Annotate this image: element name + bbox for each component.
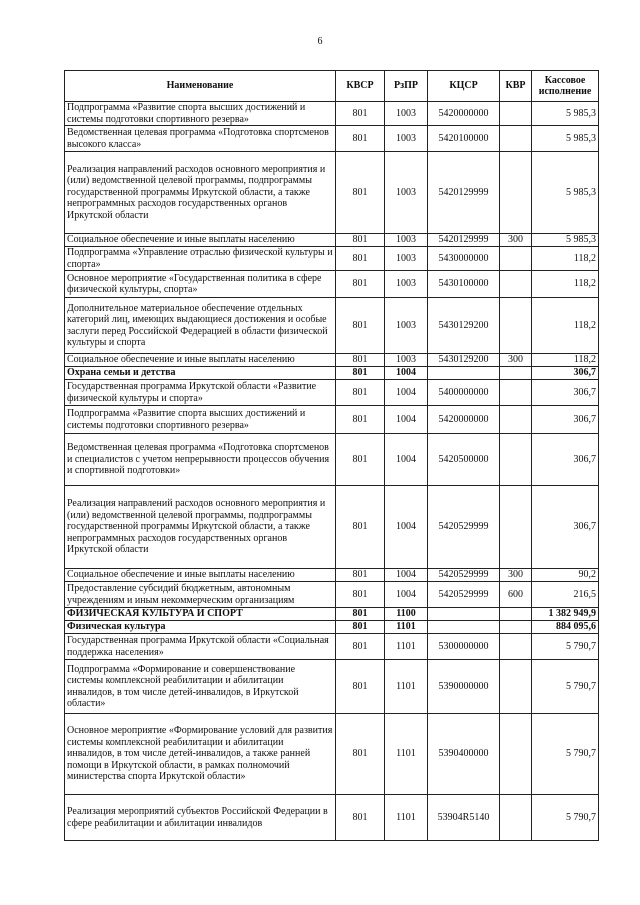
row-kcsr: 5400000000: [428, 380, 500, 406]
table-row: [65, 367, 599, 380]
table-row: [65, 434, 599, 486]
row-kvr: [500, 714, 532, 795]
row-name: Подпрограмма «Формирование и совершенствование системы комплексной реабилитации и абилитации инвалидов, в том числе детей-инвалидов, в Иркутской области»: [65, 660, 336, 714]
row-exec: 5 790,7: [532, 795, 599, 841]
header-kvsr: КВСР: [336, 71, 385, 102]
row-kcsr: 5420000000: [428, 102, 500, 126]
row-exec: 216,5: [532, 582, 599, 608]
row-kvsr: 801: [336, 660, 385, 714]
row-exec: 118,2: [532, 298, 599, 354]
row-kcsr: 5390400000: [428, 714, 500, 795]
row-kvsr: 801: [336, 152, 385, 234]
row-kvsr: 801: [336, 298, 385, 354]
row-name: Реализация направлений расходов основного мероприятия и (или) ведомственной целевой программы, подпрограммы государственной программы Иркутской области, а также непрограммных расходов государственных органов Иркутской области: [65, 152, 336, 234]
row-rzpr: 1101: [385, 621, 428, 634]
row-name: Подпрограмма «Развитие спорта высших достижений и системы подготовки спортивного резерва»: [65, 406, 336, 434]
row-kcsr: 5430100000: [428, 271, 500, 298]
row-kcsr: 53904R5140: [428, 795, 500, 841]
row-kvr: [500, 795, 532, 841]
table-row: [65, 152, 599, 234]
row-exec: 5 985,3: [532, 102, 599, 126]
header-rzpr: РзПР: [385, 71, 428, 102]
row-exec: 5 985,3: [532, 126, 599, 152]
row-exec: 306,7: [532, 486, 599, 569]
row-exec: 5 985,3: [532, 234, 599, 247]
row-kvsr: 801: [336, 380, 385, 406]
row-kcsr: 5420529999: [428, 569, 500, 582]
row-kcsr: [428, 367, 500, 380]
row-rzpr: 1004: [385, 367, 428, 380]
row-kcsr: 5430000000: [428, 247, 500, 271]
row-kvsr: 801: [336, 102, 385, 126]
row-name: Социальное обеспечение и иные выплаты населению: [65, 569, 336, 582]
row-rzpr: 1003: [385, 152, 428, 234]
header-exec: Кассовое исполнение: [532, 71, 599, 102]
row-rzpr: 1003: [385, 247, 428, 271]
row-kcsr: 5420529999: [428, 582, 500, 608]
table-row: [65, 486, 599, 569]
row-name: ФИЗИЧЕСКАЯ КУЛЬТУРА И СПОРТ: [65, 608, 336, 621]
row-exec: 118,2: [532, 271, 599, 298]
row-kvsr: 801: [336, 486, 385, 569]
row-kvr: 300: [500, 234, 532, 247]
row-rzpr: 1101: [385, 714, 428, 795]
row-exec: 1 382 949,9: [532, 608, 599, 621]
row-rzpr: 1101: [385, 634, 428, 660]
row-name: Ведомственная целевая программа «Подготовка спортсменов высокого класса»: [65, 126, 336, 152]
row-kvr: [500, 486, 532, 569]
row-name: Подпрограмма «Управление отраслью физической культуры и спорта»: [65, 247, 336, 271]
row-rzpr: 1100: [385, 608, 428, 621]
row-exec: 5 790,7: [532, 660, 599, 714]
row-rzpr: 1004: [385, 569, 428, 582]
row-kcsr: 5420100000: [428, 126, 500, 152]
row-kvr: [500, 247, 532, 271]
row-kvsr: 801: [336, 608, 385, 621]
row-name: Дополнительное материальное обеспечение отдельных категорий лиц, имеющих выдающиеся достижения и особые заслуги перед Российской Федерацией в области физической культуры и спорта: [65, 298, 336, 354]
row-kvr: [500, 380, 532, 406]
table-row: [65, 298, 599, 354]
row-kcsr: 5420500000: [428, 434, 500, 486]
row-rzpr: 1003: [385, 234, 428, 247]
row-kvr: [500, 102, 532, 126]
page-number: 6: [317, 36, 323, 47]
row-kvsr: 801: [336, 621, 385, 634]
row-name: Основное мероприятие «Формирование условий для развития системы комплексной реабилитации и абилитации инвалидов, в том числе детей-инвалидов, а также ранней помощи в Иркутской области, в рамках полномочий министерства спорта Иркутской области»: [65, 714, 336, 795]
row-kvr: [500, 406, 532, 434]
row-kcsr: 5420129999: [428, 234, 500, 247]
table-row: [65, 608, 599, 621]
budget-execution-table: [64, 70, 599, 841]
table-row: [65, 126, 599, 152]
row-kvr: [500, 126, 532, 152]
row-kvr: [500, 660, 532, 714]
table-row: [65, 247, 599, 271]
row-kvr: [500, 298, 532, 354]
table-row: [65, 634, 599, 660]
row-name: Реализация мероприятий субъектов Российской Федерации в сфере реабилитации и абилитации инвалидов: [65, 795, 336, 841]
table-row: [65, 660, 599, 714]
row-rzpr: 1003: [385, 126, 428, 152]
row-kcsr: 5390000000: [428, 660, 500, 714]
row-rzpr: 1101: [385, 795, 428, 841]
row-kvr: [500, 152, 532, 234]
row-name: Охрана семьи и детства: [65, 367, 336, 380]
row-kvr: 300: [500, 354, 532, 367]
row-kcsr: 5420529999: [428, 486, 500, 569]
row-kcsr: [428, 621, 500, 634]
row-name: Реализация направлений расходов основного мероприятия и (или) ведомственной целевой программы, подпрограммы государственной программы Иркутской области, а также непрограммных расходов государственных органов Иркутской области: [65, 486, 336, 569]
row-exec: 118,2: [532, 354, 599, 367]
row-kvr: [500, 608, 532, 621]
table-row: [65, 271, 599, 298]
row-exec: 306,7: [532, 367, 599, 380]
row-kvr: 600: [500, 582, 532, 608]
row-exec: 5 790,7: [532, 634, 599, 660]
table-row: [65, 102, 599, 126]
row-exec: 5 985,3: [532, 152, 599, 234]
table-row: [65, 795, 599, 841]
table-row: [65, 380, 599, 406]
row-kvr: [500, 367, 532, 380]
row-rzpr: 1101: [385, 660, 428, 714]
table-row: [65, 234, 599, 247]
row-rzpr: 1004: [385, 406, 428, 434]
row-kcsr: 5300000000: [428, 634, 500, 660]
header-kvr: КВР: [500, 71, 532, 102]
row-kvsr: 801: [336, 634, 385, 660]
table-row: [65, 569, 599, 582]
row-exec: 118,2: [532, 247, 599, 271]
table-row: [65, 406, 599, 434]
row-exec: 90,2: [532, 569, 599, 582]
row-kcsr: 5430129200: [428, 354, 500, 367]
row-name: Ведомственная целевая программа «Подготовка спортсменов и специалистов с учетом непрерывности процессов обучения и спортивной подготовки»: [65, 434, 336, 486]
row-kvr: [500, 634, 532, 660]
row-kvsr: 801: [336, 714, 385, 795]
row-name: Основное мероприятие «Государственная политика в сфере физической культуры, спорта»: [65, 271, 336, 298]
row-kcsr: 5430129200: [428, 298, 500, 354]
row-rzpr: 1004: [385, 380, 428, 406]
row-name: Социальное обеспечение и иные выплаты населению: [65, 234, 336, 247]
row-kvsr: 801: [336, 582, 385, 608]
row-rzpr: 1004: [385, 582, 428, 608]
row-name: Государственная программа Иркутской области «Социальная поддержка населения»: [65, 634, 336, 660]
row-exec: 306,7: [532, 406, 599, 434]
row-kvsr: 801: [336, 234, 385, 247]
row-name: Подпрограмма «Развитие спорта высших достижений и системы подготовки спортивного резерва»: [65, 102, 336, 126]
row-name: Государственная программа Иркутской области «Развитие физической культуры и спорта»: [65, 380, 336, 406]
row-name: Социальное обеспечение и иные выплаты населению: [65, 354, 336, 367]
row-kvr: [500, 271, 532, 298]
table-row: [65, 621, 599, 634]
row-rzpr: 1003: [385, 354, 428, 367]
row-kcsr: 5420129999: [428, 152, 500, 234]
row-name: Предоставление субсидий бюджетным, автономным учреждениям и иным некоммерческим организациям: [65, 582, 336, 608]
row-rzpr: 1004: [385, 434, 428, 486]
row-kvsr: 801: [336, 126, 385, 152]
row-kvr: [500, 621, 532, 634]
row-rzpr: 1003: [385, 298, 428, 354]
row-kvsr: 801: [336, 367, 385, 380]
table-header-row: [65, 71, 599, 102]
table-row: [65, 582, 599, 608]
row-kvsr: 801: [336, 271, 385, 298]
row-kcsr: [428, 608, 500, 621]
row-rzpr: 1003: [385, 102, 428, 126]
row-name: Физическая культура: [65, 621, 336, 634]
row-rzpr: 1004: [385, 486, 428, 569]
row-kvsr: 801: [336, 354, 385, 367]
row-kvr: 300: [500, 569, 532, 582]
header-kcsr: КЦСР: [428, 71, 500, 102]
row-exec: 5 790,7: [532, 714, 599, 795]
row-kvsr: 801: [336, 406, 385, 434]
row-kcsr: 5420000000: [428, 406, 500, 434]
row-kvr: [500, 434, 532, 486]
row-exec: 306,7: [532, 380, 599, 406]
header-name: Наименование: [65, 71, 336, 102]
row-kvsr: 801: [336, 434, 385, 486]
row-exec: 884 095,6: [532, 621, 599, 634]
row-kvsr: 801: [336, 247, 385, 271]
row-rzpr: 1003: [385, 271, 428, 298]
row-exec: 306,7: [532, 434, 599, 486]
table-row: [65, 354, 599, 367]
row-kvsr: 801: [336, 795, 385, 841]
row-kvsr: 801: [336, 569, 385, 582]
table-row: [65, 714, 599, 795]
